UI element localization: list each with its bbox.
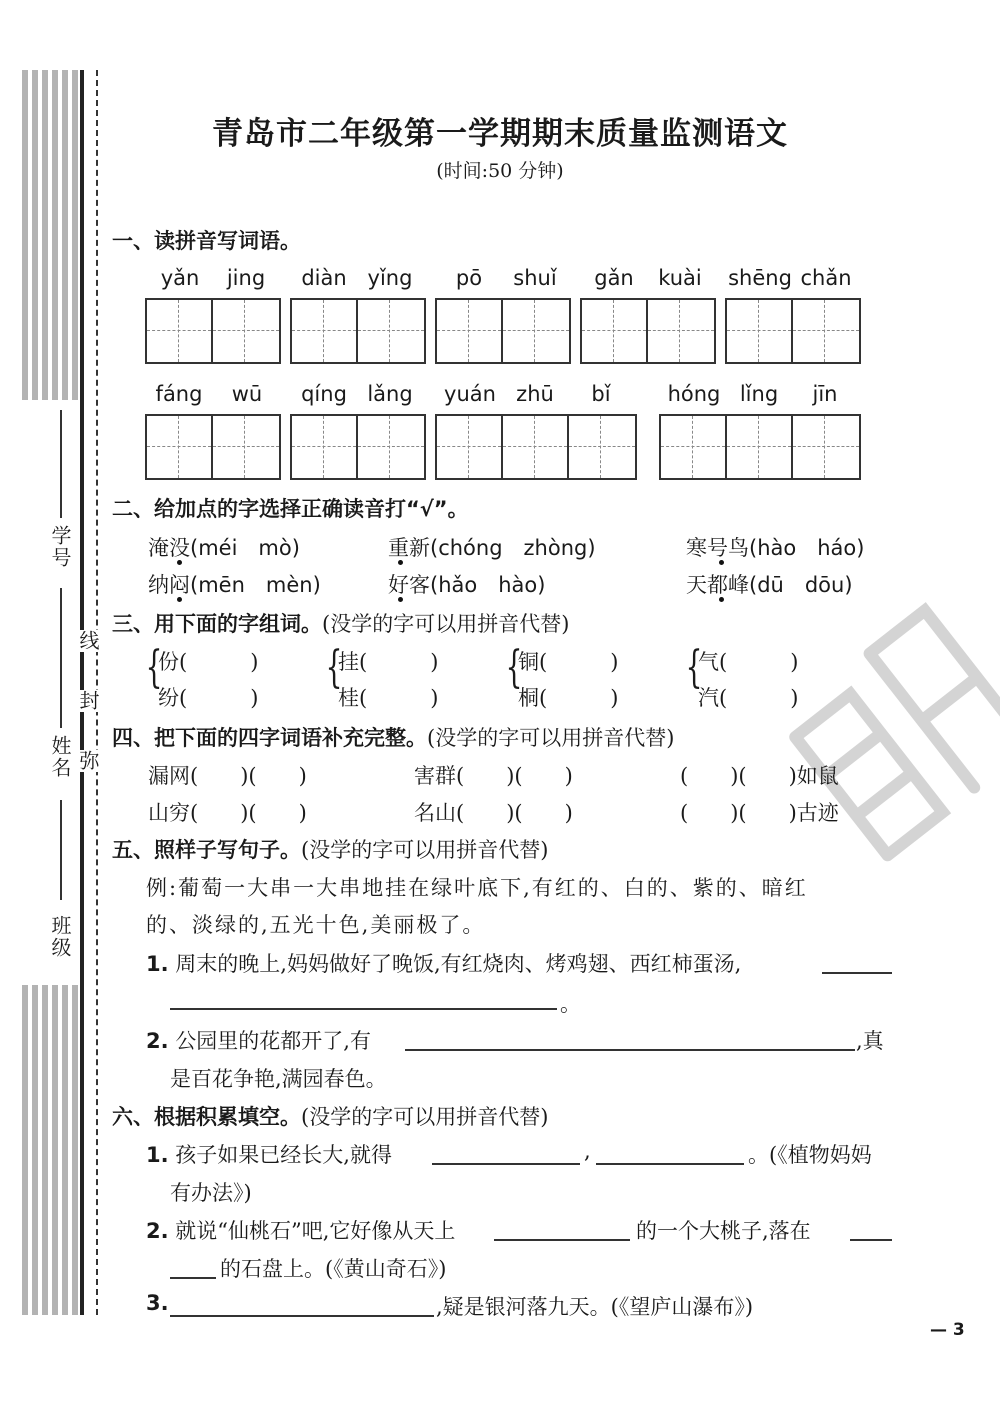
writing-grid[interactable]: [145, 414, 281, 480]
source-citation-line-2: 有办法》): [170, 1181, 252, 1205]
watermark: [770, 560, 1000, 890]
pinyin: shuǐ: [513, 266, 557, 290]
reading-options[interactable]: (hǎo hào): [430, 573, 546, 597]
emphasis-dot: [398, 560, 403, 565]
pinyin: diàn: [301, 266, 347, 290]
class-label: 班级: [48, 915, 72, 959]
pinyin: hóng: [667, 382, 721, 406]
char: 份: [158, 650, 179, 674]
idiom-blank[interactable]: ( )( )古迹: [680, 801, 839, 825]
reading-options[interactable]: (hào háo): [749, 536, 865, 560]
section-4-heading: [112, 722, 674, 752]
word-item: [686, 532, 864, 562]
char: 桂: [338, 686, 359, 710]
pinyin: yuán: [444, 382, 496, 406]
margin-stripes-bottom: [22, 985, 84, 1315]
seal-line-char: 线: [74, 630, 103, 652]
word: 淹没: [148, 536, 190, 560]
brace: {: [685, 642, 703, 693]
pinyin: shēng: [728, 266, 792, 290]
writing-grid[interactable]: [435, 414, 637, 480]
answer-line[interactable]: [170, 1277, 216, 1279]
heading-text: 五、照样子写句子。: [112, 838, 301, 862]
char: 气: [698, 650, 719, 674]
name-label: 姓名: [48, 735, 72, 779]
char-prompt: [698, 646, 798, 676]
exam-duration: (时间:50 分钟): [436, 160, 564, 182]
emphasis-dot: [177, 597, 182, 602]
student-id-fill-line-2: [60, 588, 62, 728]
char: 桐: [518, 686, 539, 710]
student-id-fill-line: [60, 410, 62, 518]
pinyin: zhū: [516, 382, 554, 406]
pinyin: fáng: [155, 382, 203, 406]
word-item: [148, 569, 321, 599]
question-tail: ,真: [856, 1029, 884, 1053]
question-number: 1.: [146, 1143, 169, 1167]
writing-grid[interactable]: [659, 414, 861, 480]
word-item: [388, 532, 596, 562]
word-item: [686, 569, 853, 599]
pinyin: yǎn: [160, 266, 200, 290]
reading-options[interactable]: (méi mò): [190, 536, 300, 560]
seal-mi-char: 弥: [74, 750, 103, 772]
emphasis-dot: [177, 560, 182, 565]
brace: {: [325, 642, 343, 693]
student-id-label: 学号: [48, 525, 72, 569]
question-6-2-line-2: 的石盘上。(《黄山奇石》): [220, 1257, 447, 1281]
question-text: 孩子如果已经长大,就得: [175, 1143, 392, 1167]
reading-options[interactable]: (dū dōu): [749, 573, 853, 597]
writing-grid[interactable]: [435, 298, 571, 364]
example-sentence-line-1: 例:葡萄一大串一大串地挂在绿叶底下,有红的、白的、紫的、暗红: [146, 876, 808, 900]
heading-text: 六、根据积累填空。: [112, 1105, 301, 1129]
idiom-blank[interactable]: 名山( )( ): [414, 801, 573, 825]
brace: {: [145, 642, 163, 693]
answer-line[interactable]: [494, 1239, 630, 1241]
answer-paren[interactable]: ( ): [179, 686, 259, 710]
answer-paren[interactable]: ( ): [359, 650, 439, 674]
question-text-cont: 的一个大桃子,落在: [636, 1219, 811, 1243]
emphasis-dot: [719, 560, 724, 565]
char-prompt: [158, 682, 258, 712]
idiom-blank[interactable]: 漏网( )( ): [148, 764, 307, 788]
writing-grid[interactable]: [725, 298, 861, 364]
writing-grid[interactable]: [290, 298, 426, 364]
section-3-heading: [112, 608, 569, 638]
name-fill-line: [60, 800, 62, 900]
question-6-3: [146, 1291, 169, 1315]
heading-note: (没学的字可以用拼音代替): [301, 1105, 549, 1129]
char: 纷: [158, 686, 179, 710]
answer-line[interactable]: [170, 1315, 434, 1317]
reading-options[interactable]: (chóng zhòng): [430, 536, 596, 560]
answer-line[interactable]: [405, 1049, 855, 1051]
char-prompt: [338, 682, 438, 712]
pinyin: jīn: [812, 382, 838, 406]
answer-paren[interactable]: ( ): [179, 650, 259, 674]
reading-options[interactable]: (mēn mèn): [190, 573, 321, 597]
heading-note: (没学的字可以用拼音代替): [427, 726, 675, 750]
heading-note: (没学的字可以用拼音代替): [322, 612, 570, 636]
heading-text: 四、把下面的四字词语补充完整。: [112, 726, 427, 750]
char-prompt: [338, 646, 438, 676]
char-prompt: [158, 646, 258, 676]
pinyin: bǐ: [591, 382, 611, 406]
word: 天都峰: [686, 573, 749, 597]
question-5-2: [146, 1025, 371, 1055]
question-6-2: [146, 1215, 455, 1245]
pinyin: qíng: [301, 382, 347, 406]
pinyin: gǎn: [594, 266, 634, 290]
char: 铜: [518, 650, 539, 674]
emphasis-dot: [398, 597, 403, 602]
idiom-blank[interactable]: 害群( )( ): [414, 764, 573, 788]
question-text: 周末的晚上,妈妈做好了晚饭,有红烧肉、烤鸡翅、西红柿蛋汤,: [175, 952, 742, 976]
answer-paren[interactable]: ( ): [539, 650, 619, 674]
char-prompt: [518, 646, 618, 676]
answer-line[interactable]: [850, 1239, 892, 1241]
pinyin: jing: [226, 266, 266, 290]
idiom-blank[interactable]: ( )( )如鼠: [680, 764, 839, 788]
char-prompt: [698, 682, 798, 712]
comma: ,: [584, 1139, 591, 1163]
pinyin: yǐng: [367, 266, 413, 290]
writing-grid[interactable]: [145, 298, 281, 364]
word-item: [148, 532, 300, 562]
pinyin: chǎn: [800, 266, 852, 290]
question-text: 就说“仙桃石”吧,它好像从天上: [175, 1219, 456, 1243]
writing-grid[interactable]: [290, 414, 426, 480]
question-number: 2.: [146, 1219, 169, 1243]
example-sentence-line-2: 的、淡绿的,五光十色,美丽极了。: [146, 913, 486, 937]
answer-paren[interactable]: ( ): [719, 650, 799, 674]
pinyin: wū: [231, 382, 263, 406]
question-text: 公园里的花都开了,有: [175, 1029, 371, 1053]
word: 好客: [388, 573, 430, 597]
exam-title: 青岛市二年级第一学期期末质量监测语文: [212, 116, 788, 152]
brace: {: [505, 642, 523, 693]
period: 。: [560, 992, 581, 1016]
word: 寒号鸟: [686, 536, 749, 560]
question-5-1: [146, 948, 741, 978]
section-1-heading: 一、读拼音写词语。: [112, 229, 301, 253]
answer-line[interactable]: [432, 1163, 580, 1165]
answer-paren[interactable]: ( ): [539, 686, 619, 710]
heading-note: (没学的字可以用拼音代替): [301, 838, 549, 862]
char-prompt: [518, 682, 618, 712]
answer-line[interactable]: [170, 1008, 557, 1010]
answer-paren[interactable]: ( ): [359, 686, 439, 710]
writing-grid[interactable]: [580, 298, 716, 364]
idiom-blank[interactable]: 山穷( )( ): [148, 801, 307, 825]
section-5-heading: [112, 834, 548, 864]
emphasis-dot: [719, 597, 724, 602]
word-item: [388, 569, 545, 599]
seal-seal-char: 封: [74, 690, 103, 712]
question-5-2-line-2: 是百花争艳,满园春色。: [170, 1067, 387, 1091]
pinyin: pō: [455, 266, 483, 290]
question-text: ,疑是银河落九天。(《望庐山瀑布》): [436, 1295, 754, 1319]
page-number: — 3: [930, 1320, 965, 1340]
question-number: 2.: [146, 1029, 169, 1053]
char: 汽: [698, 686, 719, 710]
answer-line[interactable]: [596, 1163, 744, 1165]
pinyin: lǎng: [367, 382, 413, 406]
word: 重新: [388, 536, 430, 560]
question-number: 3.: [146, 1291, 169, 1315]
answer-paren[interactable]: ( ): [719, 686, 799, 710]
section-2-heading: 二、给加点的字选择正确读音打“√”。: [112, 497, 469, 521]
question-6-1: [146, 1139, 392, 1169]
char: 挂: [338, 650, 359, 674]
source-citation: 。(《植物妈妈: [748, 1143, 872, 1167]
question-number: 1.: [146, 952, 169, 976]
heading-text: 三、用下面的字组词。: [112, 612, 322, 636]
pinyin: kuài: [658, 266, 702, 290]
word: 纳闷: [148, 573, 190, 597]
section-6-heading: [112, 1101, 548, 1131]
pinyin: lǐng: [739, 382, 779, 406]
answer-line[interactable]: [822, 972, 892, 974]
